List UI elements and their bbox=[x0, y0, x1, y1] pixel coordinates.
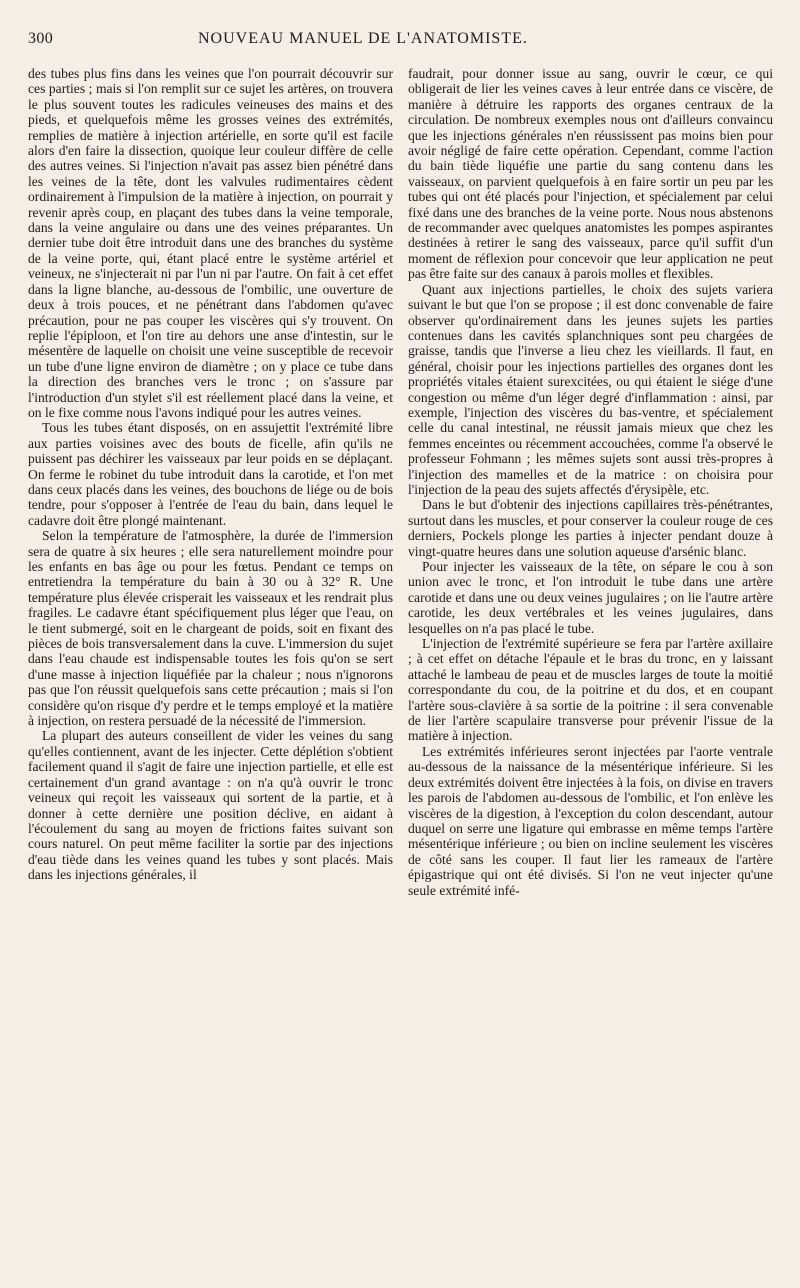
paragraph: Selon la température de l'atmosphère, la durée de l'immersion sera de quatre à six heures ; elle sera naturellement moindre pour les enfants en bas âge ou pour les fœtus. Pendant ce temps on entretiendra la température du bain à 30 ou à 32° R. Une température plus élevée crisperait les vaisseaux et les rendrait plus fragiles. Le cadavre étant spécifiquement plus léger que l'eau, on le tient submergé, soit en le chargeant de poids, soit en fixant des pièces de bois transversalement dans la cuve. L'immersion du sujet dans l'eau chaude est indispensable toutes les fois qu'on se sert d'une masse à injection liquéfiée par la chaleur ; nous n'ignorons pas que l'on réussit quelquefois sans cette précaution ; mais si l'on considère qu'on risque d'y perdre et le temps employé et la matière à injection, on restera persuadé de la nécessité de l'immersion. bbox=[28, 528, 393, 729]
paragraph: Quant aux injections partielles, le choix des sujets variera suivant le but que l'on se propose ; il est donc convenable de faire observer qu'ordinairement dans les jeunes sujets les parties contenues dans les cavités splanchniques sont peu chargées de graisse, tandis que l'inverse a lieu chez les vieillards. Il faut, en général, choisir pour les injections partielles des organes dont les propriétés vitales étaient surexcitées, ou qui étaient le siége d'une congestion ou même d'un léger degré d'inflammation : ainsi, par exemple, l'injection des viscères du bas-ventre, et spécialement celle du canal intestinal, ne réussit jamais mieux que chez les femmes enceintes ou récemment accouchées, comme l'a observé le professeur Fohmann ; les mêmes sujets sont aussi très-propres à l'injection des mamelles et de la matrice : on choisira pour l'injection de la peau des sujets affectés d'érysipèle, etc. bbox=[408, 281, 773, 497]
left-column bbox=[28, 66, 393, 883]
paragraph: L'injection de l'extrémité supérieure se fera par l'artère axillaire ; à cet effet on détache l'épaule et le bras du tronc, en y laissant attaché le lambeau de peau et de muscles larges de toute la moitié correspondante du cou, de la poitrine et du dos, et en coupant l'artère sous-clavière à sa sortie de la poitrine : il sera convenable de lier l'artère scapulaire transverse pour prévenir l'issue de la matière à injection. bbox=[408, 636, 773, 744]
page-header bbox=[28, 30, 780, 56]
right-column bbox=[408, 66, 773, 898]
paragraph: Les extrémités inférieures seront injectées par l'aorte ventrale au-dessous de la naissance de la mésentérique inférieure. Si les deux extrémités doivent être injectées à la fois, on divise en travers les parois de l'abdomen au-dessous de l'ombilic, et l'on enlève les viscères de la digestion, à l'exception du colon descendant, autour duquel on serre une ligature qui embrasse en même temps l'artère mésentérique inférieure ; ou bien on incline seulement les viscères de côté sans les couper. Il faut lier les rameaux de l'artère épigastrique qui ont été divisés. Si l'on ne veut injecter qu'une seule extrémité infé- bbox=[408, 743, 773, 898]
paragraph: des tubes plus fins dans les veines que l'on pourrait découvrir sur ces parties ; mais si l'on remplit sur ce sujet les artères, on trouvera le plus souvent toutes les radicules veineuses des mains et des pieds, et quelquefois même les grosses veines des extrémités, remplies de matière à injection artérielle, en sorte qu'il est facile alors d'en faire la dissection, quoique leur couleur diffère de celle des autres veines. Si l'injection n'avait pas assez bien pénétré dans les veines de la tête, dont les valvules rudimentaires cèdent ordinairement à l'impulsion de la matière à injection, on pourrait y revenir après coup, en plaçant des tubes dans la veine temporale, dans la veine angulaire ou dans une des veines préparantes. Un dernier tube doit être introduit dans une des branches du système de la veine porte, qui, étant placé entre le système artériel et veineux, ne s'injecterait ni par l'un ni par l'autre. On fait à cet effet dans la ligne blanche, au-dessous de l'ombilic, une ouverture de deux à trois pouces, et ne pénétrant dans l'abdomen qu'avec précaution, pour ne pas couper les viscères qui s'y trouvent. On replie l'épiploon, et l'on tire au dehors une anse d'intestin, sur le mésentère de laquelle on choisit une veine susceptible de recevoir un tube d'une ligne environ de diamètre ; on y place ce tube dans la direction des branches vers le tronc ; on s'assure par l'introduction d'un stylet s'il est réellement placé dans la veine, et on le fixe comme nous l'avons indiqué pour les autres veines. bbox=[28, 66, 393, 420]
running-title: NOUVEAU MANUEL DE L'ANATOMISTE. bbox=[198, 30, 528, 47]
paragraph: faudrait, pour donner issue au sang, ouvrir le cœur, ce qui obligerait de lier les veines caves à leur entrée dans ce viscère, de manière à détruire les rapports des organes centraux de la circulation. De nombreux exemples nous ont d'ailleurs convaincu que les injections générales n'en réussissent pas moins bien pour avoir négligé de faire cette opération. Cependant, comme l'action du bain tiède liquéfie une partie du sang contenu dans les vaisseaux, on parvient quelquefois à en faire sortir un peu par les tubes qui ont été placés pour l'injection, et spécialement par celui fixé dans une des branches de la veine porte. Nous nous abstenons de recommander avec quelques anatomistes les pompes aspirantes destinées à retirer le sang des vaisseaux, parce qu'il suffit d'un moment de réflexion pour concevoir que leur application ne peut pas être faite sur des canaux à parois molles et flexibles. bbox=[408, 66, 773, 282]
paragraph: Dans le but d'obtenir des injections capillaires très-pénétrantes, surtout dans les muscles, et pour conserver la couleur rouge de ces derniers, Pockels plonge les parties à injecter pendant douze à vingt-quatre heures dans une solution aqueuse d'arsénic blanc. bbox=[408, 497, 773, 559]
page-number: 300 bbox=[28, 30, 54, 47]
paragraph: Tous les tubes étant disposés, on en assujettit l'extrémité libre aux parties voisines avec des bouts de ficelle, afin qu'ils ne puissent pas déchirer les vaisseaux par leur poids en se déplaçant. On ferme le robinet du tube introduit dans la carotide, et l'on met dans ceux placés dans les veines, des bouchons de liége ou de bois tendre, pour s'opposer à l'entrée de l'eau du bain, dans lequel le cadavre doit être plongé maintenant. bbox=[28, 420, 393, 528]
paragraph: Pour injecter les vaisseaux de la tête, on sépare le cou à son union avec le tronc, et l'on introduit le tube dans une artère carotide et dans une ou deux veines jugulaires ; on lie l'autre artère carotide, les deux vertébrales et les veines jugulaires, dans lesquelles on n'a pas placé le tube. bbox=[408, 559, 773, 636]
paragraph: La plupart des auteurs conseillent de vider les veines du sang qu'elles contiennent, avant de les injecter. Cette déplétion s'obtient facilement quand il s'agit de faire une injection partielle, et elle est certainement d'un grand avantage : on n'a qu'à ouvrir le tronc veineux qui reçoit les vaisseaux qui sortent de la partie, et à donner à cette dernière une position déclive, en aidant à l'écoulement du sang au moyen de frictions faites suivant son cours naturel. On peut même faciliter la sortie par des injections d'eau tiède dans les veines quand les tubes y sont placés. Mais dans les injections générales, il bbox=[28, 728, 393, 883]
